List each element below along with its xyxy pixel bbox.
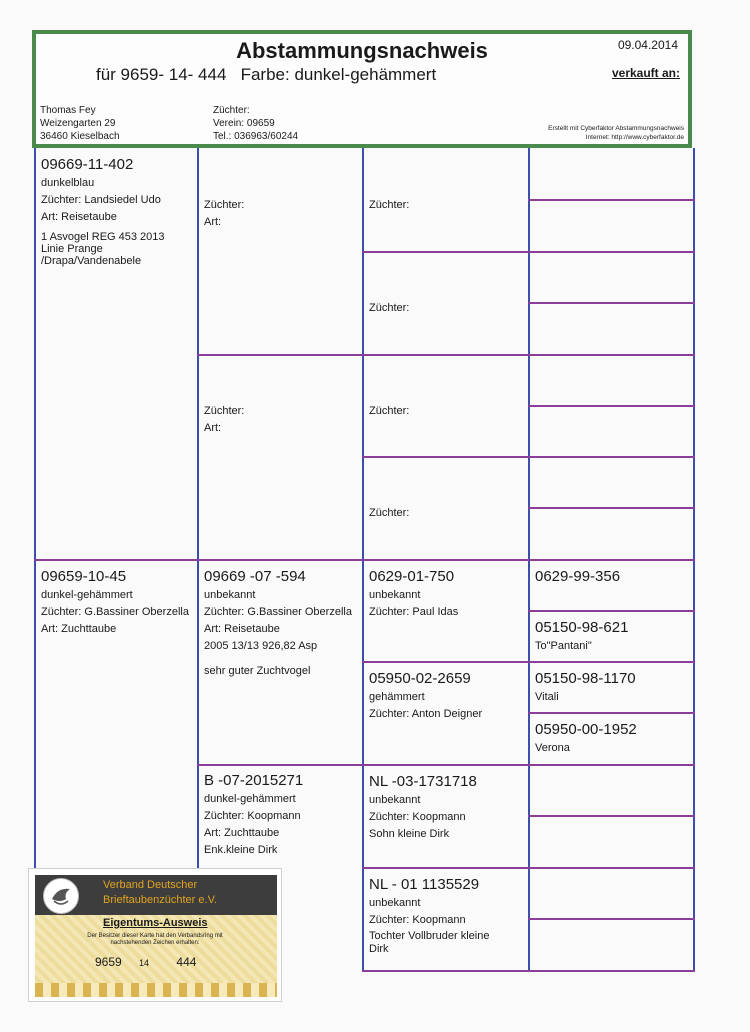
- breeder-label: Züchter:: [369, 302, 410, 314]
- sire-color: dunkelblau: [41, 177, 95, 189]
- ring-number: 05950-02-2659: [369, 670, 471, 687]
- dam-type: Art: Zuchttaube: [41, 623, 117, 635]
- pigeon-logo-icon: [43, 878, 79, 914]
- document-title: Abstammungsnachweis: [236, 38, 488, 63]
- dam-sire-performance: 2005 13/13 926,82 Asp: [204, 640, 318, 652]
- sire-sire-cell: [199, 192, 359, 252]
- software-credit: [548, 124, 684, 142]
- dam-sire-type: Art: Reisetaube: [204, 623, 280, 635]
- gen4-cell: [530, 717, 693, 763]
- ownership-card-body: [35, 915, 277, 997]
- color-label: unbekannt: [369, 897, 421, 909]
- grid-line: [528, 199, 695, 201]
- color-label: gehämmert: [369, 691, 425, 703]
- ownership-card-header: [35, 875, 277, 915]
- dam-dam-cell: [199, 768, 359, 868]
- software-line-2: Internet: http://www.cyberfaktor.de: [585, 134, 684, 141]
- dam-sire-note: sehr guter Zuchtvogel: [204, 665, 311, 677]
- dam-color: dunkel-gehämmert: [41, 589, 133, 601]
- ring-code: [95, 955, 245, 969]
- dam-sire-color: unbekannt: [204, 589, 256, 601]
- dam-cell: [36, 564, 197, 714]
- header-box: [32, 30, 692, 148]
- ring-number: 0629-99-356: [535, 568, 621, 585]
- grid-line: [528, 507, 695, 509]
- ring-code-part: 9659: [95, 955, 122, 969]
- ring-number: NL -03-1731718: [369, 773, 477, 790]
- breeder-label: Züchter: Koopmann: [369, 914, 466, 926]
- ring-number: 0629-01-750: [369, 568, 455, 585]
- grid-line: [528, 610, 695, 612]
- breeder-label: Züchter:: [204, 199, 245, 211]
- grid-line: [528, 712, 695, 714]
- owner-name: Thomas Fey: [40, 105, 96, 116]
- grid-line: [362, 867, 695, 869]
- sire-note: /Drapa/Vandenabele: [41, 255, 142, 267]
- breeder-label: Züchter: Paul Idas: [369, 606, 459, 618]
- breeder-phone: Tel.: 036963/60244: [213, 131, 299, 142]
- sire-sire-sire-cell: [364, 192, 524, 222]
- sire-breeder: Züchter: Landsiedel Udo: [41, 194, 161, 206]
- sold-to-label: verkauft an:: [611, 66, 680, 80]
- note-label: Vitali: [535, 691, 559, 703]
- grid-line: [362, 970, 695, 972]
- grid-line: [528, 918, 695, 920]
- dam-dam-ring: B -07-2015271: [204, 772, 304, 789]
- ring-code-part: 444: [176, 955, 197, 969]
- sire-note: 1 Asvogel REG 453 2013: [41, 231, 165, 243]
- sire-ring: 09669-11-402: [41, 156, 134, 173]
- breeder-label: Züchter:: [204, 405, 245, 417]
- color-label: unbekannt: [369, 794, 421, 806]
- gen4-cell: [530, 666, 693, 712]
- grid-line: [362, 661, 695, 663]
- note-label: Sohn kleine Dirk: [369, 828, 450, 840]
- breeder-club: Verein: 09659: [213, 118, 275, 129]
- grid-line: [528, 302, 695, 304]
- grid-line: [528, 405, 695, 407]
- ring-number: 05150-98-1170: [535, 670, 636, 687]
- sire-cell: [36, 152, 197, 352]
- breeder-label: Züchter:: [213, 105, 250, 116]
- type-label: Art:: [204, 216, 222, 228]
- gen4-cell: [530, 564, 693, 610]
- association-name: [103, 878, 217, 908]
- document-subtitle: für 9659- 14- 444 Farbe: dunkel-gehämmert: [96, 65, 437, 84]
- dam-dam-note: Enk.kleine Dirk: [204, 844, 278, 856]
- dam-sire-sire-cell: [364, 564, 528, 660]
- dam-dam-type: Art: Zuchttaube: [204, 827, 280, 839]
- owner-address: [40, 104, 120, 143]
- dam-ring: 09659-10-45: [41, 568, 127, 585]
- note-label: Verona: [535, 742, 570, 754]
- ownership-card: [28, 868, 282, 1002]
- document-date: 09.04.2014: [617, 38, 678, 52]
- sire-type: Art: Reisetaube: [41, 211, 117, 223]
- grid-line: [362, 456, 695, 458]
- dam-dam-breeder: Züchter: Koopmann: [204, 810, 301, 822]
- decorative-border: [35, 983, 277, 997]
- dam-dam-color: dunkel-gehämmert: [204, 793, 296, 805]
- breeder-label: Züchter:: [369, 405, 410, 417]
- dam-dam-sire-cell: [364, 769, 528, 865]
- dam-breeder: Züchter: G.Bassiner Oberzella: [41, 606, 189, 618]
- type-label: Art:: [204, 422, 222, 434]
- dam-dam-dam-cell: [364, 872, 528, 970]
- breeder-label: Züchter:: [369, 507, 410, 519]
- sire-dam-dam-cell: [364, 500, 524, 530]
- grid-line: [197, 354, 695, 356]
- sire-sire-dam-cell: [364, 295, 524, 325]
- note-label: To"Pantani": [535, 640, 592, 652]
- breeder-label: Züchter: Anton Deigner: [369, 708, 483, 720]
- association-line-2: Brieftaubenzüchter e.V.: [103, 894, 217, 906]
- dam-sire-breeder: Züchter: G.Bassiner Oberzella: [204, 606, 352, 618]
- grid-line: [528, 815, 695, 817]
- association-line-1: Verband Deutscher: [103, 879, 198, 891]
- ring-number: 05950-00-1952: [535, 721, 637, 738]
- note-label: Tochter Vollbruder kleine: [369, 930, 490, 942]
- dam-sire-dam-cell: [364, 666, 528, 762]
- sire-dam-sire-cell: [364, 398, 524, 428]
- owner-city: 36460 Kieselbach: [40, 131, 120, 142]
- note-label: Dirk: [369, 943, 389, 955]
- grid-line: [362, 251, 695, 253]
- dam-sire-cell: [199, 564, 362, 762]
- ownership-title: Eigentums-Ausweis: [103, 917, 208, 929]
- dam-sire-ring: 09669 -07 -594: [204, 568, 306, 585]
- breeder-info: [213, 104, 298, 143]
- sire-dam-cell: [199, 398, 359, 458]
- breeder-label: Züchter: Koopmann: [369, 811, 466, 823]
- grid-line: [197, 764, 695, 766]
- ring-number: 05150-98-621: [535, 619, 629, 636]
- owner-street: Weizengarten 29: [40, 118, 116, 129]
- software-line-1: Erstellt mit Cyberfaktor Abstammungsnachweis: [548, 125, 684, 132]
- ring-number: NL - 01 1135529: [369, 876, 480, 893]
- gen4-cell: [530, 615, 693, 661]
- sire-note: Linie Prange: [41, 243, 103, 255]
- ring-code-year: 14: [139, 958, 150, 968]
- breeder-label: Züchter:: [369, 199, 410, 211]
- color-label: unbekannt: [369, 589, 421, 601]
- ownership-note: Der Besitzer dieser Karte hat den Verbandsring mit nachstehenden Zeichen erhalten:: [87, 933, 223, 946]
- grid-line: [34, 559, 695, 561]
